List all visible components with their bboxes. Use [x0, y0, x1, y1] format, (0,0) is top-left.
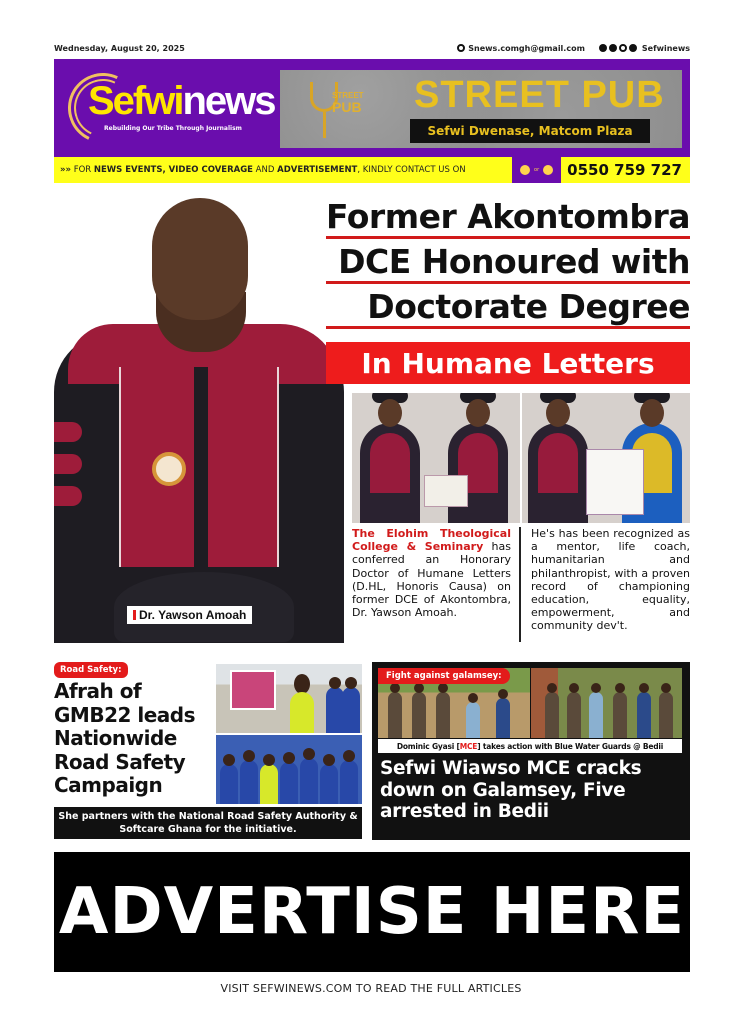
mini-logo-bottom: PUB [332, 99, 362, 115]
mini-logo-top: STREET [332, 91, 364, 100]
body-text-1: has conferred an Honorary Doctor of Humane Letters (D.HL, Honoris Causa) on former DCE of Akontombra, Dr. Yawson Amoah. [352, 540, 511, 620]
instagram-icon[interactable] [619, 44, 627, 52]
contact-strip [54, 157, 690, 183]
body-text-2: He's has been recognized as a mentor, life coach, humanitarian and philanthropist, with a proven record of championing education, equality, empowerment, and community dev't. [531, 527, 690, 633]
email-contact[interactable] [457, 44, 585, 53]
story-headline: Afrah of GMB22 leads Nationwide Road Safety Campaign [54, 679, 195, 797]
lead-deck: In Humane Letters [326, 342, 690, 384]
campaign-photo-2 [216, 735, 362, 804]
institution-name: The Elohim Theological College & Seminary [352, 527, 511, 554]
ceremony-photo-2 [522, 393, 690, 523]
top-bar-right [457, 44, 690, 53]
msg-bold-2: ADVERTISEMENT [277, 165, 358, 175]
galamsey-story[interactable] [372, 662, 690, 840]
ceremony-photo-1 [352, 393, 520, 523]
certificate [586, 449, 644, 515]
email-address: Snews.comgh@gmail.com [468, 43, 585, 53]
story-headline: Sefwi Wiawso MCE cracks down on Galamsey, Five arrested in Bedii [380, 758, 642, 822]
logo-wordmark [88, 81, 275, 121]
caption-marker [133, 610, 136, 620]
masthead [54, 59, 690, 157]
figure [360, 423, 420, 523]
email-icon [457, 44, 465, 52]
road-safety-photos [216, 664, 362, 804]
placard [230, 670, 276, 710]
medal-icon [152, 452, 186, 486]
footer-link[interactable]: VISIT SEFWINEWS.COM TO READ THE FULL ARTICLES [220, 982, 522, 995]
galamsey-photo-2 [531, 668, 683, 738]
arrows-icon: »» [60, 165, 71, 175]
section-tag: Road Safety: [54, 662, 128, 678]
headline-line: DCE Honoured with [326, 243, 690, 284]
sleeve-stripe [54, 486, 82, 506]
headline-line: Former Akontombra [326, 198, 690, 239]
section-tag: Fight against galamsey: [378, 668, 510, 684]
social-links [599, 44, 690, 53]
caption-pre: Dominic Gyasi [ [396, 741, 460, 751]
social-handle: Sefwinews [641, 43, 690, 53]
sleeve-stripe [54, 422, 82, 442]
robe-placket [194, 367, 208, 587]
ad-location: Sefwi Dwenase, Matcom Plaza [410, 119, 650, 143]
msg-post: , KINDLY CONTACT US ON [357, 165, 466, 175]
photo-caption [127, 606, 252, 624]
street-pub-mini-logo [332, 92, 364, 114]
lead-headline[interactable] [326, 198, 690, 333]
msg-bold-1: NEWS EVENTS, VIDEO COVERAGE [93, 165, 253, 175]
contact-icons [512, 157, 561, 183]
lead-story-body [352, 527, 690, 642]
story-caption: She partners with the National Road Safety Authority & Softcare Ghana for the initiative. [54, 807, 362, 839]
whatsapp-icon[interactable] [543, 165, 553, 175]
ad-title: STREET PUB [414, 74, 665, 116]
figure [448, 423, 508, 523]
street-pub-banner-ad[interactable] [280, 70, 682, 148]
caption-post: ] takes action with Blue Water Guards @ Bedii [477, 741, 664, 751]
facebook-icon[interactable] [599, 44, 607, 52]
body-column-2 [519, 527, 690, 642]
head-shape [152, 198, 248, 320]
lead-story-portrait [54, 192, 344, 643]
logo-part-news: news [182, 79, 275, 123]
body-column-1 [352, 527, 511, 642]
phone-icon[interactable] [520, 165, 530, 175]
msg-mid: AND [252, 165, 278, 175]
caption-highlight: MCE [459, 741, 478, 751]
certificate [424, 475, 468, 507]
tiktok-icon[interactable] [609, 44, 617, 52]
sefwinews-logo[interactable] [66, 67, 275, 149]
campaign-photo-1 [216, 664, 362, 733]
advertise-here-banner[interactable]: ADVERTISE HERE [54, 852, 690, 972]
logo-part-sefwi: Sefwi [88, 79, 183, 123]
road-safety-story[interactable] [54, 662, 362, 840]
caption-name: Dr. Yawson Amoah [139, 608, 247, 622]
contact-message [54, 165, 512, 175]
ceremony-photos [352, 393, 690, 523]
logo-tagline: Rebuilding Our Tribe Through Journalism [104, 125, 242, 132]
top-bar [54, 40, 690, 56]
sleeve-stripe [54, 454, 82, 474]
x-icon[interactable] [629, 44, 637, 52]
photo-caption [378, 739, 682, 753]
msg-pre: FOR [73, 165, 94, 175]
contact-phone-number[interactable]: 0550 759 727 [567, 161, 682, 179]
headline-line: Doctorate Degree [326, 288, 690, 329]
figure [528, 423, 588, 523]
issue-date: Wednesday, August 20, 2025 [54, 43, 185, 53]
or-label: or [534, 167, 540, 173]
